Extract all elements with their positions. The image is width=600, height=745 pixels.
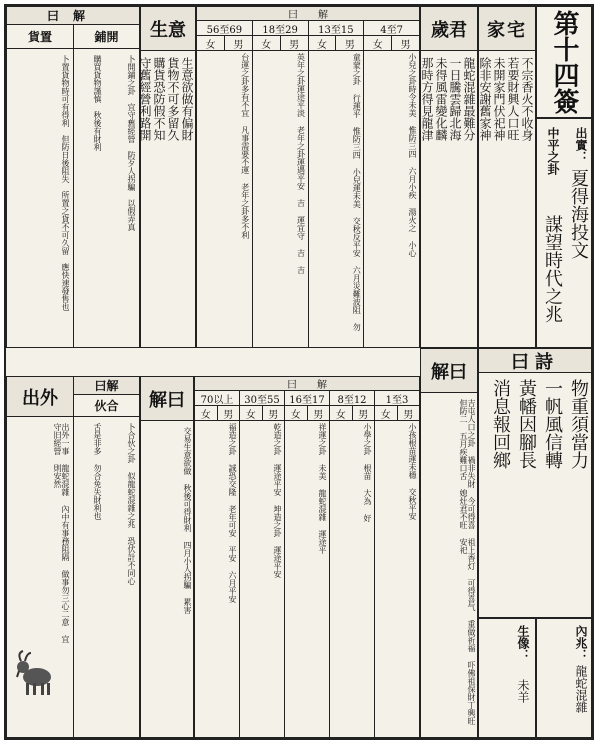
partnership-heading: 伙合 (94, 399, 119, 413)
sign-grade: 中平之卦 (546, 127, 560, 175)
bottom-age-text: 福造之卦 誠恐交隆 老年可安 平安 六月平安 (228, 423, 237, 603)
inner-omen-label: 內兆： (574, 625, 588, 661)
bottom-left-section-title: 解曰 (149, 389, 185, 411)
top-age-text: 小兒之卦時令未美 惟防三四 六月小疾 湯火之 小心 (408, 53, 417, 257)
sign-meaning: 謀望時代之兆 (542, 215, 563, 323)
top-age-range: 56至69 (197, 21, 252, 36)
bottom-female-label: 女 (195, 406, 218, 420)
top-left-title: 曰解 (46, 9, 99, 23)
top-female-label: 女 (364, 36, 392, 50)
bottom-age-group (195, 391, 239, 737)
year-lord-line: 未得風雷變化麟 (434, 57, 448, 141)
poem-line: 黃幡因腳長 (516, 379, 537, 469)
business-line: 購貨恐防假不知 (152, 57, 166, 141)
bottom-age-group (239, 391, 284, 737)
section-business (140, 6, 196, 348)
goat-icon (13, 647, 57, 699)
bottom-age-text: 小孩根苗運未穩 交秋平安 (408, 423, 417, 520)
shop-heading: 鋪開 (94, 30, 119, 44)
shop-text-2: 購買貨物謹慎 秋後有財利 (93, 55, 102, 151)
top-age-group (197, 21, 252, 347)
zodiac: 未羊 (516, 679, 530, 703)
origin-box (536, 118, 592, 348)
bottom-male-label: 男 (268, 409, 279, 421)
bottom-age-text: 小學之卦 根苗 大為 好 (363, 423, 372, 522)
business-line: 守舊經營利路開 (138, 57, 152, 141)
bottom-section-explain (420, 348, 478, 738)
inner-omen-box (536, 618, 592, 738)
travel-title: 出外 (22, 387, 58, 409)
zodiac-box (478, 618, 536, 738)
bottom-left-section (140, 376, 194, 738)
top-male-label: 男 (289, 39, 300, 51)
top-age-group (363, 21, 419, 347)
bottom-left-block (6, 376, 140, 738)
business-line: 貨物不可多留久 (166, 57, 180, 141)
top-age-range: 18至29 (253, 21, 308, 36)
inner-omen: 龍蛇混雜 (574, 665, 588, 713)
bottom-age-range: 1至3 (375, 391, 419, 406)
bottom-female-label: 女 (285, 406, 308, 420)
top-female-label: 女 (197, 36, 225, 50)
title-box (536, 6, 592, 118)
origin-label: 出實： (574, 127, 588, 163)
top-left-block (6, 6, 140, 348)
partnership-text: 卜合伙之卦 似龍蛇混雜之兆 恐伏計不同心 (127, 423, 136, 585)
bottom-female-label: 女 (330, 406, 353, 420)
top-age-header: 曰 解 (288, 10, 328, 21)
bottom-age-range: 8至12 (330, 391, 374, 406)
zodiac-label: 生像： (516, 625, 530, 661)
bottom-male-label: 男 (313, 409, 324, 421)
goods-text: 卜置貨物時可有得利 但防日後阻失 所置之貨不可久留 應快速發售也 (61, 55, 70, 311)
top-age-range: 4至7 (364, 21, 419, 36)
household-line: 除非安謝舊家神 (478, 57, 492, 141)
year-lord-line: 那時方得見龍津 (420, 57, 434, 141)
fortune-slip-page (4, 4, 594, 740)
top-male-label: 男 (233, 39, 244, 51)
section-year-lord (420, 6, 478, 348)
top-male-label: 男 (400, 39, 411, 51)
shop-text: 卜開鋪之卦 宜守舊經營 防歹人拐騙 以假弄真 (127, 55, 136, 231)
bottom-female-label: 女 (240, 406, 263, 420)
top-age-text: 台運之卦多有不宜 凡事需要不運 老年之卦多不利 (240, 53, 250, 239)
poem-line: 一帆風信轉 (542, 379, 563, 469)
goods-heading: 貨置 (27, 30, 52, 44)
year-lord-line: 龍蛇混雜最難分 (462, 57, 476, 141)
top-male-label: 男 (344, 39, 355, 51)
travel-text: 出外一事 龍蛇混雜 內中有事務阻隔 做事勿三心二意 宜守旧經營 則安然 (53, 423, 70, 643)
top-age-group (308, 21, 364, 347)
bottom-explain-text: 吉屯人口之卦 禍非失財 今可得喜 祖上香灯 可得喜气 重做祈福 吓佛祖保財丁興旺 但防二 五月疾難口舌 媳灶君不旺 安祀 (459, 399, 476, 725)
poem-title: 曰詩 (511, 351, 559, 373)
poem-line: 物重須當力 (568, 379, 589, 469)
bottom-age-group (284, 391, 329, 737)
page-title: 第十四簽 (549, 10, 579, 114)
bottom-age-range: 70以上 (195, 391, 239, 406)
origin-text: 夏得海投文 (568, 169, 589, 259)
bottom-age-group (329, 391, 374, 737)
top-female-label: 女 (309, 36, 337, 50)
bottom-left-title: 曰解 (94, 379, 119, 393)
bottom-age-text: 祥運之卦 未美 龍蛇混雜 運途平 (318, 423, 327, 554)
business-line: 生意欲做有偏財 (180, 57, 194, 141)
household-line: 若要財興人口旺 (506, 57, 520, 141)
section-household (478, 6, 536, 348)
top-age-table (196, 6, 420, 348)
poem-line: 消息報回鄉 (490, 379, 511, 469)
household-line: 未開家門伏祀神 (492, 57, 506, 141)
bottom-age-range: 30至55 (240, 391, 284, 406)
bottom-female-label: 女 (375, 406, 398, 420)
bottom-age-text: 乾造之卦 運途平安 坤造之卦 運途平安 (273, 423, 282, 578)
year-lord-line: 一日騰雲歸北海 (448, 57, 462, 141)
bottom-age-range: 16至17 (285, 391, 329, 406)
bottom-explain-title: 解曰 (431, 361, 467, 383)
top-age-text: 童蒙之卦 行運平 惟防三四 小兒運未美 交秋反平安 六月災難波阻 勿 (352, 53, 362, 331)
bottom-male-label: 男 (358, 409, 369, 421)
partnership-text-2: 舌是非多 勿合免失財利也 (93, 423, 102, 520)
household-line: 不宗香火不收身 (520, 57, 534, 141)
top-age-range: 13至15 (309, 21, 364, 36)
bottom-age-table (194, 376, 420, 738)
bottom-male-label: 男 (223, 409, 234, 421)
section-year-lord-title: 歲君 (431, 19, 467, 41)
poem-block (478, 348, 592, 618)
bottom-age-header: 曰 解 (287, 380, 327, 391)
bottom-male-label: 男 (403, 409, 414, 421)
top-age-text: 英年之卦運途平淡 老年之卦運遇平安 吉 運宜守 吉 吉 (296, 53, 306, 274)
top-female-label: 女 (253, 36, 281, 50)
section-business-title: 生意 (150, 19, 186, 41)
bottom-left-section-text: 交易生意欲做 秋後可得財利 四月小人拐騙 累害 (183, 427, 192, 614)
section-household-title: 家宅 (487, 19, 527, 41)
top-age-group (252, 21, 308, 347)
bottom-age-group (374, 391, 419, 737)
